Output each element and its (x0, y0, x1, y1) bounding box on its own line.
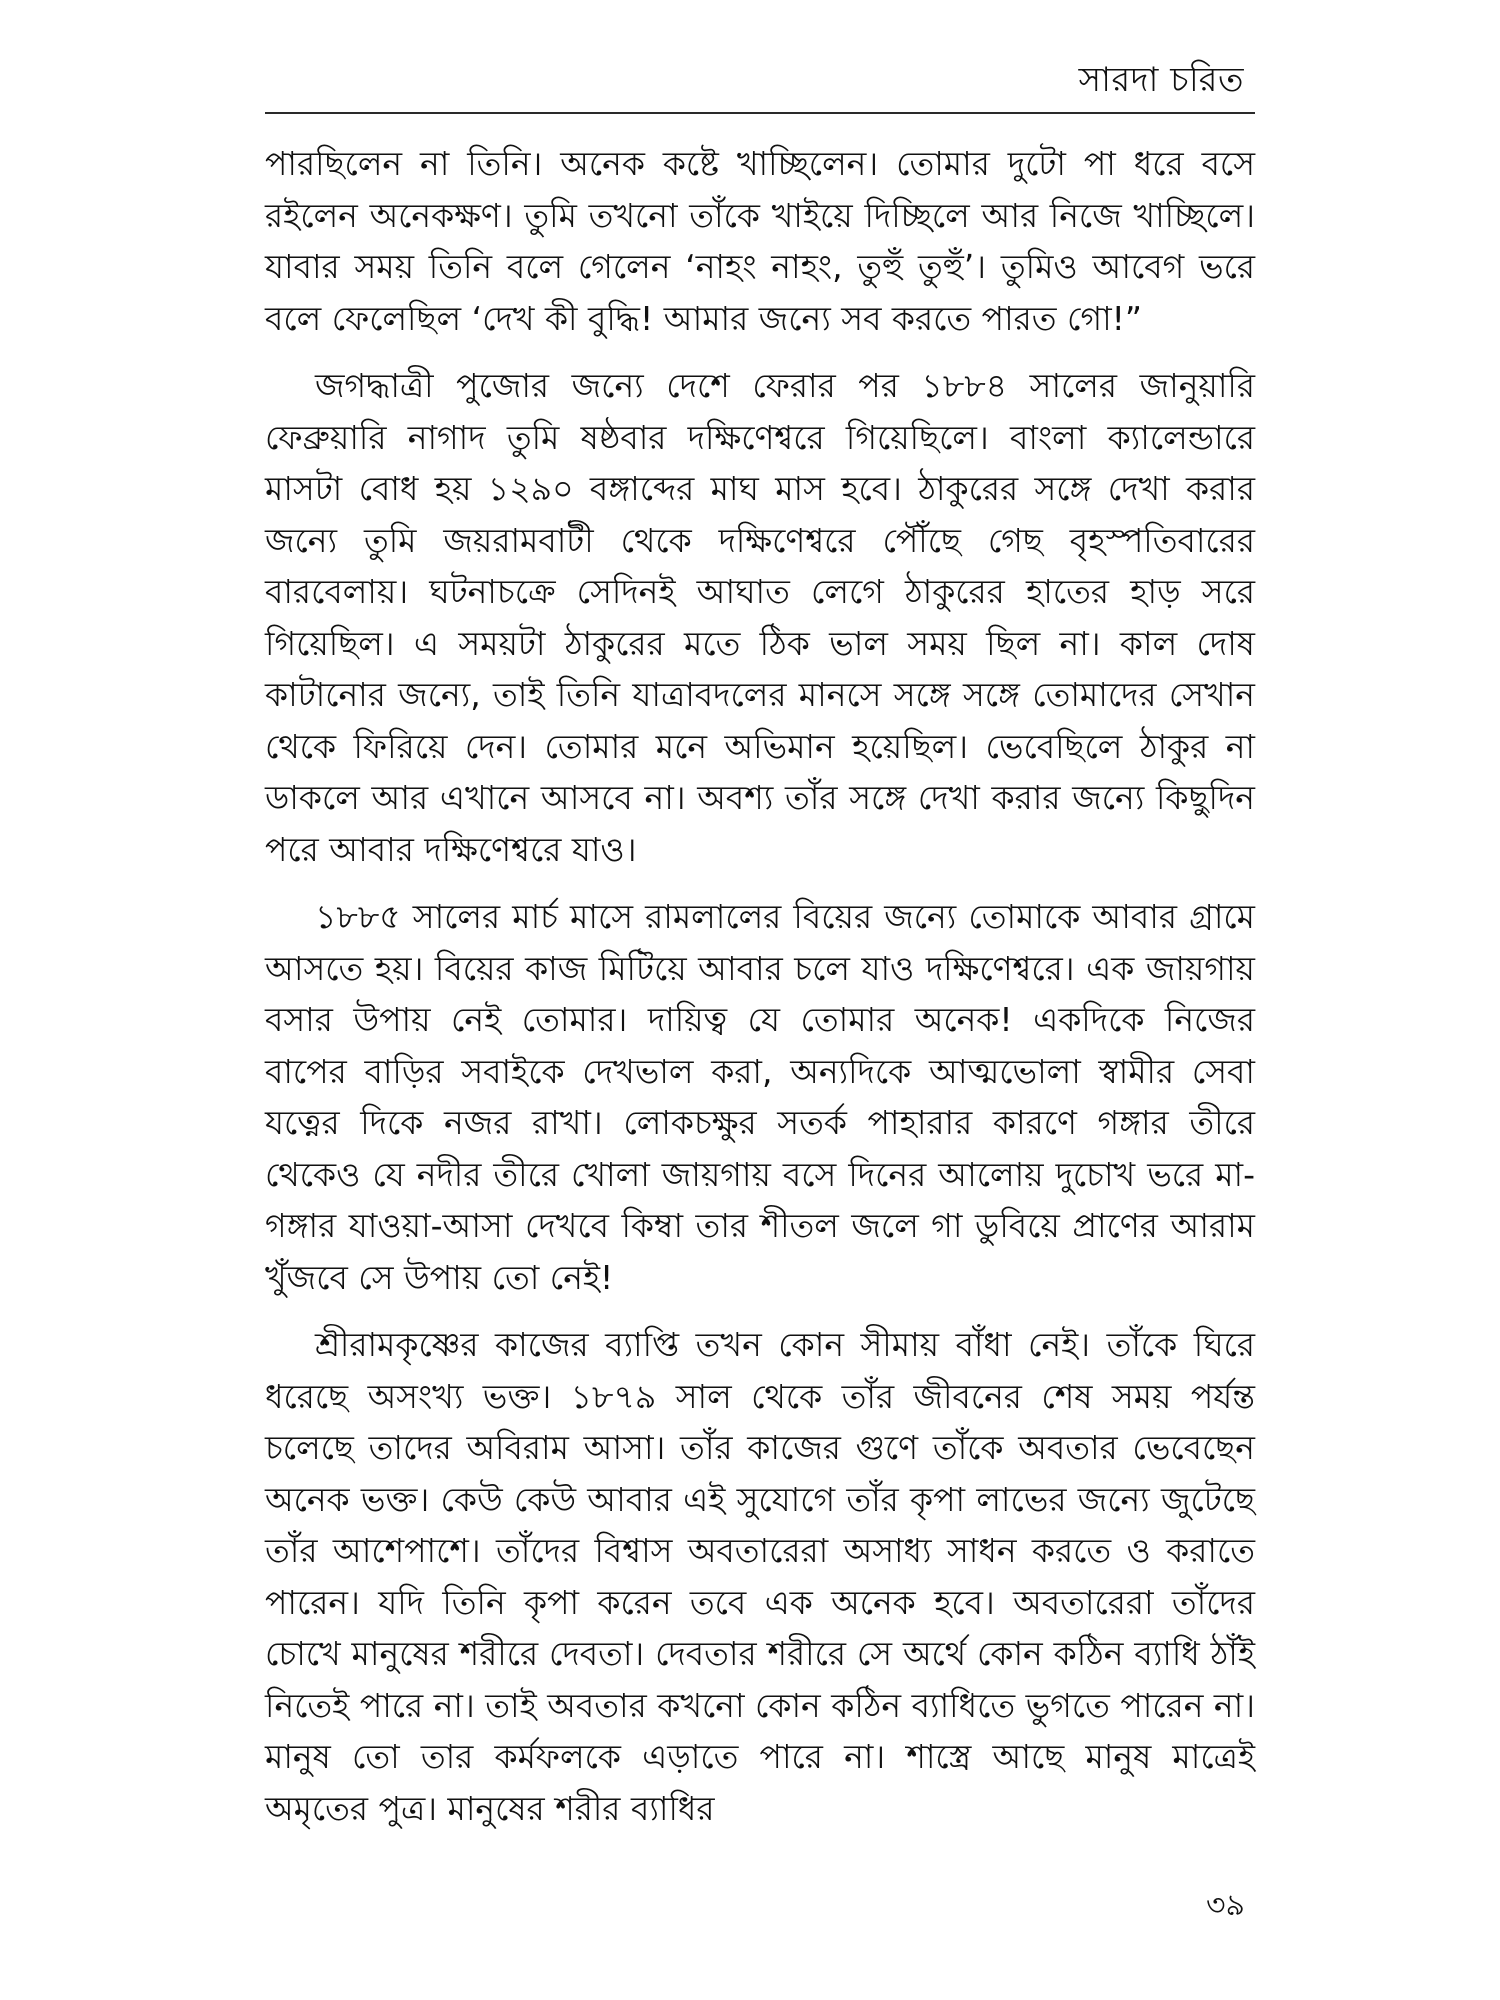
page-number: ৩৯ (1206, 1888, 1245, 1923)
paragraph-jagaddhatri-puja: জগদ্ধাত্রী পুজোর জন্যে দেশে ফেরার পর ১৮৮৪ সালের জানুয়ারি ফেব্রুয়ারি নাগাদ তুমি ষষ্ঠবার দক্ষিণেশ্বরে গিয়েছিলে। বাংলা ক্যালেন্ডারে মাসটা বোধ হয় ১২৯০ বঙ্গাব্দের মাঘ মাস হবে। ঠাকুরের সঙ্গে দেখা করার জন্যে তুমি জয়রামবাটী থেকে দক্ষিণেশ্বরে পৌঁছে গেছ বৃহস্পতিবারের বারবেলায়। ঘটনাচক্রে সেদিনই আঘাত লেগে ঠাকুরের হাতের হাড় সরে গিয়েছিল। এ সময়টা ঠাকুরের মতে ঠিক ভাল সময় ছিল না। কাল দোষ কাটানোর জন্যে, তাই তিনি যাত্রাবদলের মানসে সঙ্গে সঙ্গে তোমাদের সেখান থেকে ফিরিয়ে দেন। তোমার মনে অভিমান হয়েছিল। ভেবেছিলে ঠাকুর না ডাকলে আর এখানে আসবে না। অবশ্য তাঁর সঙ্গে দেখা করার জন্যে কিছুদিন পরে আবার দক্ষিণেশ্বরে যাও। (265, 366, 1255, 869)
header-divider (265, 112, 1255, 114)
paragraph-continued: পারছিলেন না তিনি। অনেক কষ্টে খাচ্ছিলেন। তোমার দুটো পা ধরে বসে রইলেন অনেকক্ষণ। তুমি তখনো তাঁকে খাইয়ে দিচ্ছিলে আর নিজে খাচ্ছিলে। যাবার সময় তিনি বলে গেলেন ‘নাহং নাহং, তুহুঁ তুহুঁ’। তুমিও আবেগ ভরে বলে ফেলেছিল ‘দেখ কী বুদ্ধি! আমার জন্যে সব করতে পারত গো!” (265, 144, 1255, 338)
paragraph-sri-ramakrishna-devotees: শ্রীরামকৃষ্ণের কাজের ব্যাপ্তি তখন কোন সীমায় বাঁধা নেই। তাঁকে ঘিরে ধরেছে অসংখ্য ভক্ত। ১৮৭৯ সাল থেকে তাঁর জীবনের শেষ সময় পর্যন্ত চলেছে তাদের অবিরাম আসা। তাঁর কাজের গুণে তাঁকে অবতার ভেবেছেন অনেক ভক্ত। কেউ কেউ আবার এই সুযোগে তাঁর কৃপা লাভের জন্যে জুটেছে তাঁর আশেপাশে। তাঁদের বিশ্বাস অবতারেরা অসাধ্য সাধন করতে ও করাতে পারেন। যদি তিনি কৃপা করেন তবে এক অনেক হবে। অবতারেরা তাঁদের চোখে মানুষের শরীরে দেবতা। দেবতার শরীরে সে অর্থে কোন কঠিন ব্যাধি ঠাঁই নিতেই পারে না। তাই অবতার কখনো কোন কঠিন ব্যাধিতে ভুগতে পারেন না। মানুষ তো তার কর্মফলকে এড়াতে পারে না। শাস্ত্রে আছে মানুষ মাত্রেই অমৃতের পুত্র। মানুষের শরীর ব্যাধির (265, 1325, 1255, 1828)
paragraph-ramlal-wedding: ১৮৮৫ সালের মার্চ মাসে রামলালের বিয়ের জন্যে তোমাকে আবার গ্রামে আসতে হয়। বিয়ের কাজ মিটিয়ে আবার চলে যাও দক্ষিণেশ্বরে। এক জায়গায় বসার উপায় নেই তোমার। দায়িত্ব যে তোমার অনেক! একদিকে নিজের বাপের বাড়ির সবাইকে দেখভাল করা, অন্যদিকে আত্মভোলা স্বামীর সেবা যত্নের দিকে নজর রাখা। লোকচক্ষুর সতর্ক পাহারার কারণে গঙ্গার তীরে থেকেও যে নদীর তীরে খোলা জায়গায় বসে দিনের আলোয় দুচোখ ভরে মা-গঙ্গার যাওয়া-আসা দেখবে কিম্বা তার শীতল জলে গা ডুবিয়ে প্রাণের আরাম খুঁজবে সে উপায় তো নেই! (265, 897, 1255, 1297)
running-header-title: সারদা চরিত (1078, 60, 1244, 100)
page-body (265, 138, 1255, 1850)
